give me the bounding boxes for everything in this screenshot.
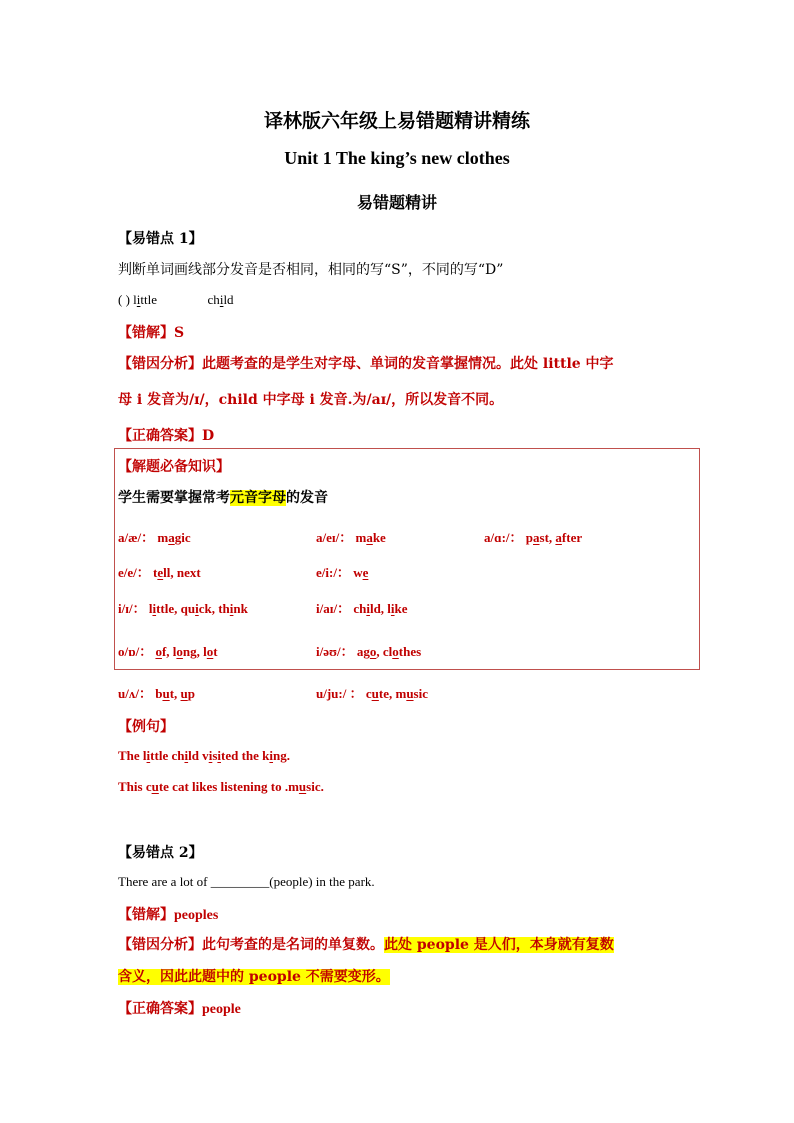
- point1-question: [118, 292, 234, 308]
- point2-heading: 【易错点 2】: [118, 845, 203, 861]
- phonics-entry-4: e/i:/： we: [316, 565, 369, 580]
- phonics-entry-0: a/æ/： magic: [118, 530, 191, 545]
- correct-answer-2: 【正确答案】people: [118, 1001, 241, 1017]
- phonics-entry-10: u/ju:/ ： cute, music: [316, 686, 428, 701]
- phonics-entry-2: a/ɑ:/： past, after: [484, 530, 583, 545]
- knowledge-label: 【解题必备知识】: [118, 459, 230, 475]
- knowledge-box: [114, 448, 700, 670]
- phonics-entry-5: i/ɪ/： little, quick, think: [118, 601, 248, 616]
- page-title: 译林版六年级上易错题精讲精练: [263, 110, 530, 132]
- answer-blank[interactable]: ( ): [118, 292, 130, 307]
- correct-answer-1: 【正确答案】D: [118, 428, 215, 444]
- phonics-entry-8: i/əʊ/： ago, clothes: [316, 644, 422, 659]
- phonics-entry-9: u/ʌ/： but, up: [118, 686, 195, 701]
- phonics-entry-3: e/e/： tell, next: [118, 565, 201, 580]
- analysis-2-line2: 含义，因此此题中的 people 不需要变形。: [118, 969, 390, 985]
- point2-question: There are a lot of _________(people) in the park.: [118, 874, 375, 889]
- phonics-entry-1: a/eɪ/： make: [316, 530, 386, 545]
- wrong-answer-2: 【错解】peoples: [118, 907, 219, 923]
- phonics-entry-6: i/aɪ/： child, like: [316, 601, 408, 616]
- unit-title: Unit 1 The king’s new clothes: [284, 148, 510, 168]
- analysis-1-line1: 【错因分析】此题考查的是学生对字母、单词的发音掌握情况。此处 little 中字: [118, 356, 614, 372]
- word-child: child: [207, 292, 234, 307]
- analysis-1-line2: 母 i 发音为/ɪ/，child 中字母 i 发音.为/aɪ/，所以发音不同。: [118, 392, 504, 408]
- analysis-2-line1: 【错因分析】此句考查的是名词的单复数。此处 people 是人们，本身就有复数: [118, 937, 614, 953]
- phonics-entry-7: o/ɒ/： of, long, lot: [118, 644, 218, 659]
- example-sentence-2: This cute cat likes listening to .music.: [118, 779, 324, 794]
- word-little: little: [133, 292, 158, 307]
- point1-heading: 【易错点 1】: [118, 231, 203, 247]
- example-sentence-1: The little child visited the king.: [118, 748, 290, 763]
- knowledge-text: 学生需要掌握常考元音字母的发音: [118, 490, 328, 506]
- section-title: 易错题精讲: [356, 193, 437, 212]
- wrong-answer-1: 【错解】S: [118, 325, 185, 341]
- point1-instruction: 判断单词画线部分发音是否相同，相同的写“S”，不同的写“D”: [118, 262, 504, 278]
- example-label: 【例句】: [118, 719, 174, 735]
- highlight-vowels: 元音字母: [230, 490, 286, 506]
